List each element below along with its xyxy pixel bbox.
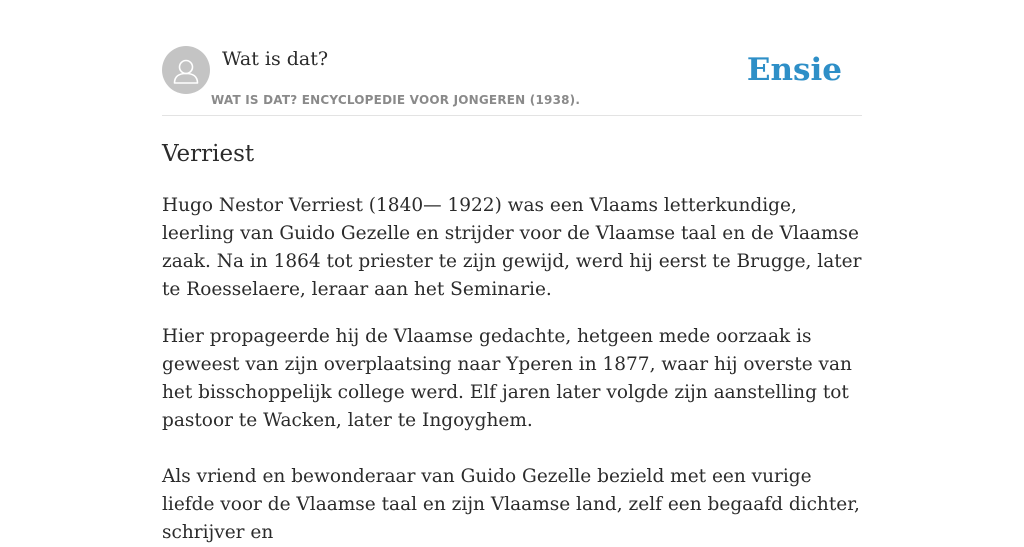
article-paragraph: Als vriend en bewonderaar van Guido Gezelle bezield met een vurige liefde voor de Vlaamse taal en zijn Vlaamse land, zelf een begaafd dichter, schrijver en [162, 466, 860, 543]
article-title: Verriest [162, 141, 255, 167]
source-subtitle: WAT IS DAT? ENCYCLOPEDIE VOOR JONGEREN (1938). [211, 93, 581, 107]
article-paragraph: Hier propageerde hij de Vlaamse gedachte, hetgeen mede oorzaak is geweest van zijn overplaatsing naar Yperen in 1877, waar hij overste van het bisschoppelijk college werd. Elf jaren later volgde zijn aanstelling tot pastoor te Wacken, later te Ingoyghem. [162, 326, 852, 431]
article-body [162, 138, 862, 547]
user-icon [162, 46, 210, 94]
source-avatar[interactable] [162, 46, 210, 94]
brand-logo-link[interactable]: Ensie [746, 52, 842, 88]
article-paragraph: Hugo Nestor Verriest (1840— 1922) was een Vlaams letterkundige, leerling van Guido Gezelle en strijder voor de Vlaamse taal en de Vlaamse zaak. Na in 1864 tot priester te zijn gewijd, werd hij eerst te Brugge, later te Roesselaere, leraar aan het Seminarie. [162, 195, 862, 300]
source-title[interactable]: Wat is dat? [222, 48, 329, 70]
source-header [162, 46, 862, 116]
